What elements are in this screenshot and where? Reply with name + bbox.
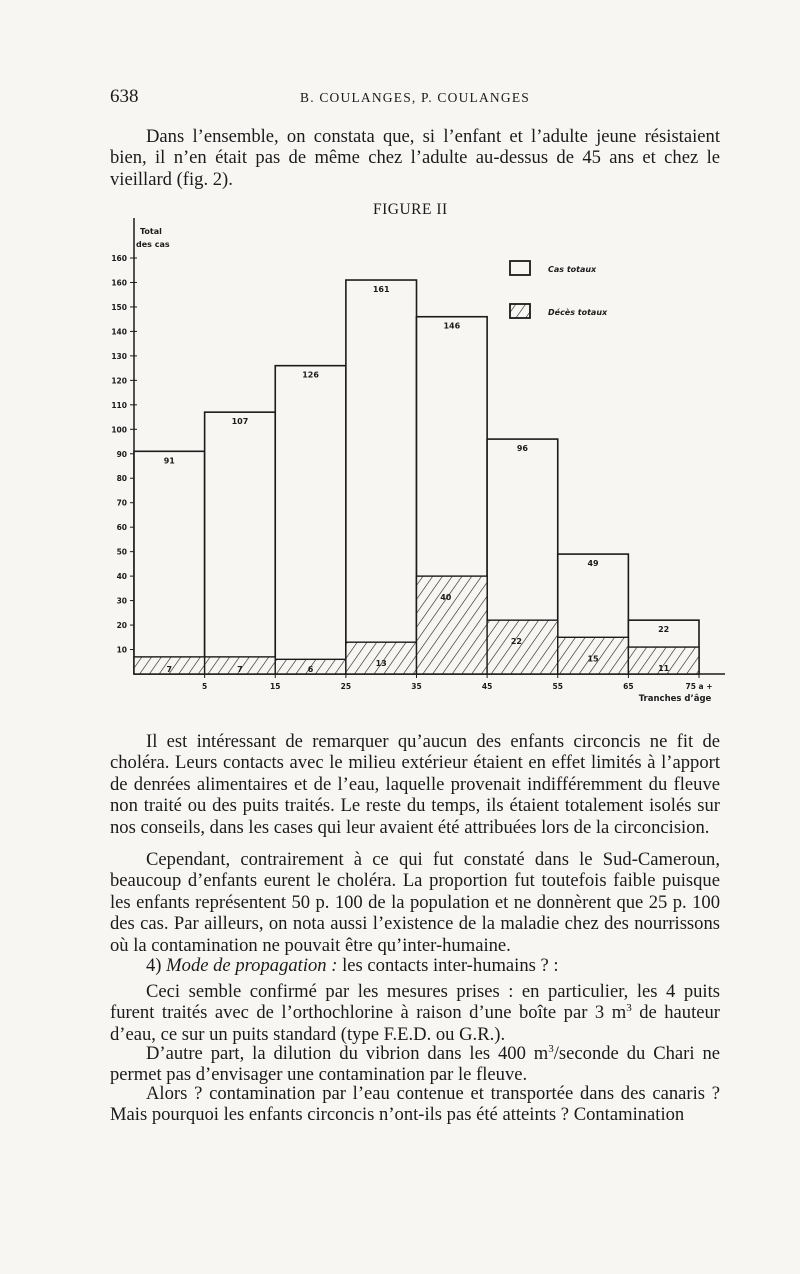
- y-tick-label: 130: [111, 351, 127, 361]
- paragraph-2-text: Il est intéressant de remarquer qu’aucun des enfants circoncis ne fit de choléra. Leurs contacts avec le milieu extérieur étaient en effet limités à l’apport de denrées alimentaires et de l’eau, laquelle provenait indifféremment du fleuve non traité ou des puits traités. Le reste du temps, ils étaient totalement isolés sur nos conseils, dans les cases qui leur avaient été attribuées lors de la circoncision.: [110, 731, 720, 838]
- bar-deaths: [487, 620, 558, 674]
- paragraph-6-text-a: D’autre part, la dilution du vibrion dans les 400 m: [146, 1043, 549, 1064]
- y-tick-label: 100: [111, 425, 127, 435]
- paragraph-7: [110, 1083, 720, 1126]
- bar-deaths-label: 22: [510, 637, 523, 647]
- bar-total-label: 22: [658, 625, 670, 635]
- y-tick-label: 70: [116, 498, 127, 508]
- x-tick-label: 35: [411, 682, 422, 691]
- x-axis-title: Tranches d’âge: [638, 694, 712, 704]
- y-axis-title-line-2: des cas: [136, 240, 170, 249]
- page-header: [110, 86, 720, 110]
- x-tick-label: 75 a +: [685, 682, 713, 691]
- bar-chart: [100, 214, 740, 714]
- bar-total-cases: [205, 412, 276, 674]
- y-tick-label: 90: [116, 449, 127, 459]
- bar-deaths-label: 6: [307, 665, 314, 674]
- bar-deaths-label: 11: [658, 664, 670, 674]
- paragraph-3: [110, 849, 720, 956]
- y-tick-label: 110: [111, 400, 127, 410]
- x-tick-label: 45: [481, 682, 493, 691]
- x-tick-label: 55: [552, 682, 563, 691]
- bar-total-label: 49: [587, 559, 599, 569]
- paragraph-5: [110, 981, 720, 1045]
- section-heading-rest: les contacts inter-humains ? :: [342, 955, 559, 976]
- paragraph-5-sup: 3: [626, 1002, 632, 1015]
- bar-deaths-label: 40: [440, 593, 452, 603]
- y-axis-title-line-1: Total: [140, 227, 162, 236]
- legend-label-deaths: Décès totaux: [548, 308, 608, 317]
- y-tick-label: 160: [111, 278, 127, 288]
- x-tick-label: 65: [623, 682, 634, 691]
- paragraph-1: [110, 126, 720, 190]
- bar-total-cases: [275, 366, 346, 674]
- x-tick-label: 15: [270, 682, 281, 691]
- y-tick-label: 20: [116, 621, 127, 631]
- paragraph-5-text-b: de hauteur d’eau, ce sur un puits standard (type F.E.D. ou G.R.).: [110, 1002, 720, 1045]
- bar-total-label: 91: [163, 456, 175, 466]
- bar-deaths-label: 15: [587, 654, 599, 664]
- paragraph-6: [110, 1043, 720, 1086]
- bar-deaths-label: 7: [237, 665, 243, 674]
- legend-swatch-deaths: [510, 304, 530, 318]
- y-tick-label: 30: [116, 596, 127, 606]
- section-heading: Mode de propagation :: [166, 955, 338, 976]
- section-number: 4): [146, 955, 162, 976]
- paragraph-6-sup: 3: [548, 1042, 554, 1055]
- bar-deaths: [346, 642, 417, 674]
- bar-total-cases: [346, 280, 417, 674]
- bar-total-cases: [134, 451, 205, 674]
- bar-deaths-label: 13: [375, 659, 387, 669]
- paragraph-2: [110, 731, 720, 838]
- paragraph-3-text: Cependant, contrairement à ce qui fut constaté dans le Sud-Cameroun, beaucoup d’enfants eurent le choléra. La proportion fut toutefois faible puisque les enfants représentent 50 p. 100 de la population et ne donnèrent que 25 p. 100 des cas. Par ailleurs, on nota aussi l’existence de la maladie chez des nourrissons où la contamination ne pouvait être qu’inter-humaine.: [110, 849, 720, 956]
- paragraph-5-text-a: Ceci semble confirmé par les mesures prises : en particulier, les 4 puits furent traités avec de l’orthochlorine à raison d’une boîte par 3 m: [110, 981, 720, 1024]
- paragraph-6-text-b: /seconde du Chari ne permet pas d’envisager une contamination par le fleuve.: [110, 1043, 720, 1086]
- bar-deaths: [417, 576, 488, 674]
- bar-deaths-label: 7: [166, 665, 173, 674]
- figure-title: FIGURE II: [373, 201, 448, 218]
- y-tick-label: 80: [116, 474, 127, 484]
- y-tick-label: 120: [111, 376, 127, 386]
- bar-total-label: 126: [302, 370, 319, 380]
- bar-total-label: 146: [443, 321, 461, 331]
- y-tick-label: 50: [116, 547, 127, 557]
- running-title: B. COULANGES, P. COULANGES: [300, 90, 530, 105]
- y-tick-label: 40: [116, 572, 127, 582]
- y-tick-label: 160: [111, 254, 127, 263]
- paragraph-7-text: Alors ? contamination par l’eau contenue et transportée dans des canaris ? Mais pourquoi les enfants circoncis n’ont-ils pas été atteints ? Contamination: [110, 1083, 720, 1126]
- legend-swatch-total: [510, 261, 530, 275]
- page-number: 638: [110, 86, 139, 107]
- x-tick-label: 25: [340, 682, 352, 691]
- bar-total-label: 107: [231, 417, 249, 427]
- y-tick-label: 10: [116, 645, 127, 655]
- paragraph-1-text: Dans l’ensemble, on constata que, si l’enfant et l’adulte jeune résistaient bien, il n’en était pas de même chez l’adulte au-dessus de 45 ans et chez le vieillard (fig. 2).: [110, 126, 720, 190]
- y-tick-label: 60: [116, 523, 127, 533]
- x-tick-label: 5: [202, 682, 208, 691]
- y-tick-label: 150: [111, 302, 127, 312]
- legend-label-total: Cas totaux: [548, 265, 597, 274]
- paragraph-4: [110, 955, 720, 976]
- bar-total-label: 161: [372, 285, 390, 295]
- bar-total-label: 96: [516, 444, 529, 454]
- y-tick-label: 140: [111, 327, 127, 337]
